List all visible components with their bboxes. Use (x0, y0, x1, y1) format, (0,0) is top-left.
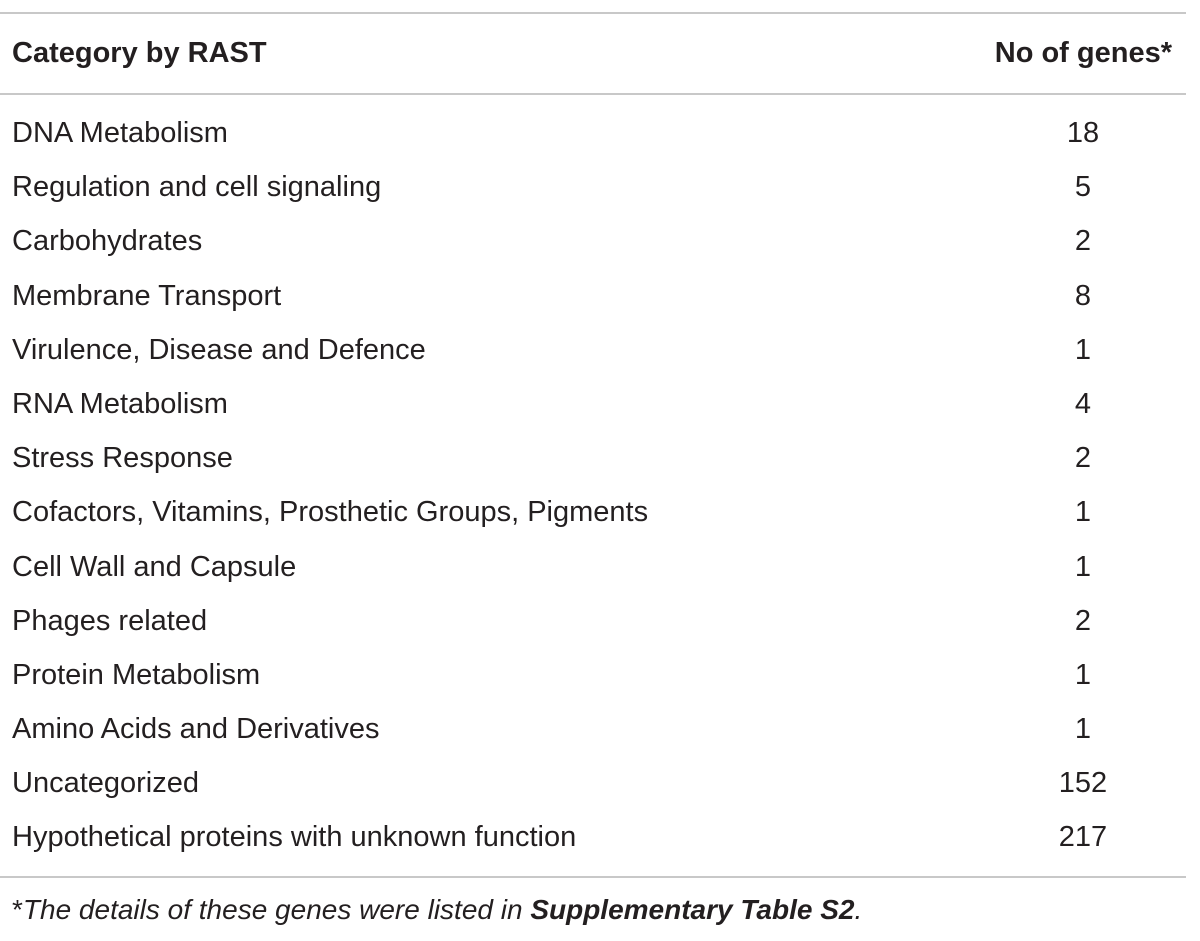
category-cell: Amino Acids and Derivatives (12, 713, 380, 746)
table-bottom-rule (0, 876, 1186, 878)
category-cell: Stress Response (12, 442, 233, 475)
table-row (0, 106, 1186, 160)
category-cell: Cell Wall and Capsule (12, 550, 297, 583)
table-row (0, 160, 1186, 214)
table-row (0, 702, 1186, 756)
footnote-text: The details of these genes were listed in (22, 894, 531, 925)
category-cell: Carbohydrates (12, 225, 203, 258)
category-cell: Hypothetical proteins with unknown function (12, 821, 577, 854)
table-row (0, 214, 1186, 268)
table-row (0, 756, 1186, 810)
table-row (0, 810, 1186, 864)
category-cell: Uncategorized (12, 767, 199, 800)
table-body (0, 106, 1186, 865)
table-row (0, 377, 1186, 431)
gene-count-cell: 1 (1074, 333, 1092, 366)
category-cell: Phages related (12, 604, 208, 637)
category-cell: Regulation and cell signaling (12, 171, 382, 204)
footnote-end: . (854, 894, 863, 925)
gene-count-cell: 2 (1074, 604, 1092, 637)
gene-count-cell: 152 (1058, 767, 1108, 800)
table-header-row (0, 30, 1186, 76)
table-row (0, 485, 1186, 539)
table-footnote (12, 890, 862, 930)
gene-count-cell: 1 (1074, 496, 1092, 529)
category-cell: RNA Metabolism (12, 387, 228, 420)
gene-count-cell: 2 (1074, 225, 1092, 258)
category-cell: Cofactors, Vitamins, Prosthetic Groups, Pigments (12, 496, 649, 529)
table-top-rule (0, 12, 1186, 14)
footnote-reference: Supplementary Table S2 (530, 894, 855, 925)
table-row (0, 648, 1186, 702)
category-cell: Protein Metabolism (12, 658, 261, 691)
table-row (0, 540, 1186, 594)
gene-count-cell: 18 (1066, 117, 1100, 149)
table-header-rule (0, 93, 1186, 95)
footnote-marker: * (12, 894, 23, 925)
gene-count-cell: 2 (1074, 442, 1092, 475)
gene-count-cell: 217 (1058, 821, 1108, 854)
gene-count-cell: 1 (1074, 550, 1092, 583)
header-gene-count: No of genes* (994, 37, 1172, 69)
header-category: Category by RAST (12, 37, 267, 69)
gene-count-cell: 4 (1074, 387, 1092, 420)
category-cell: Membrane Transport (12, 279, 282, 312)
table-row (0, 594, 1186, 648)
gene-count-cell: 1 (1074, 713, 1092, 746)
gene-count-cell: 8 (1074, 279, 1092, 312)
table-row (0, 431, 1186, 485)
category-cell: DNA Metabolism (12, 117, 228, 149)
gene-count-cell: 5 (1074, 171, 1092, 204)
table-row (0, 269, 1186, 323)
category-cell: Virulence, Disease and Defence (12, 333, 426, 366)
gene-count-cell: 1 (1074, 658, 1092, 691)
table-row (0, 323, 1186, 377)
